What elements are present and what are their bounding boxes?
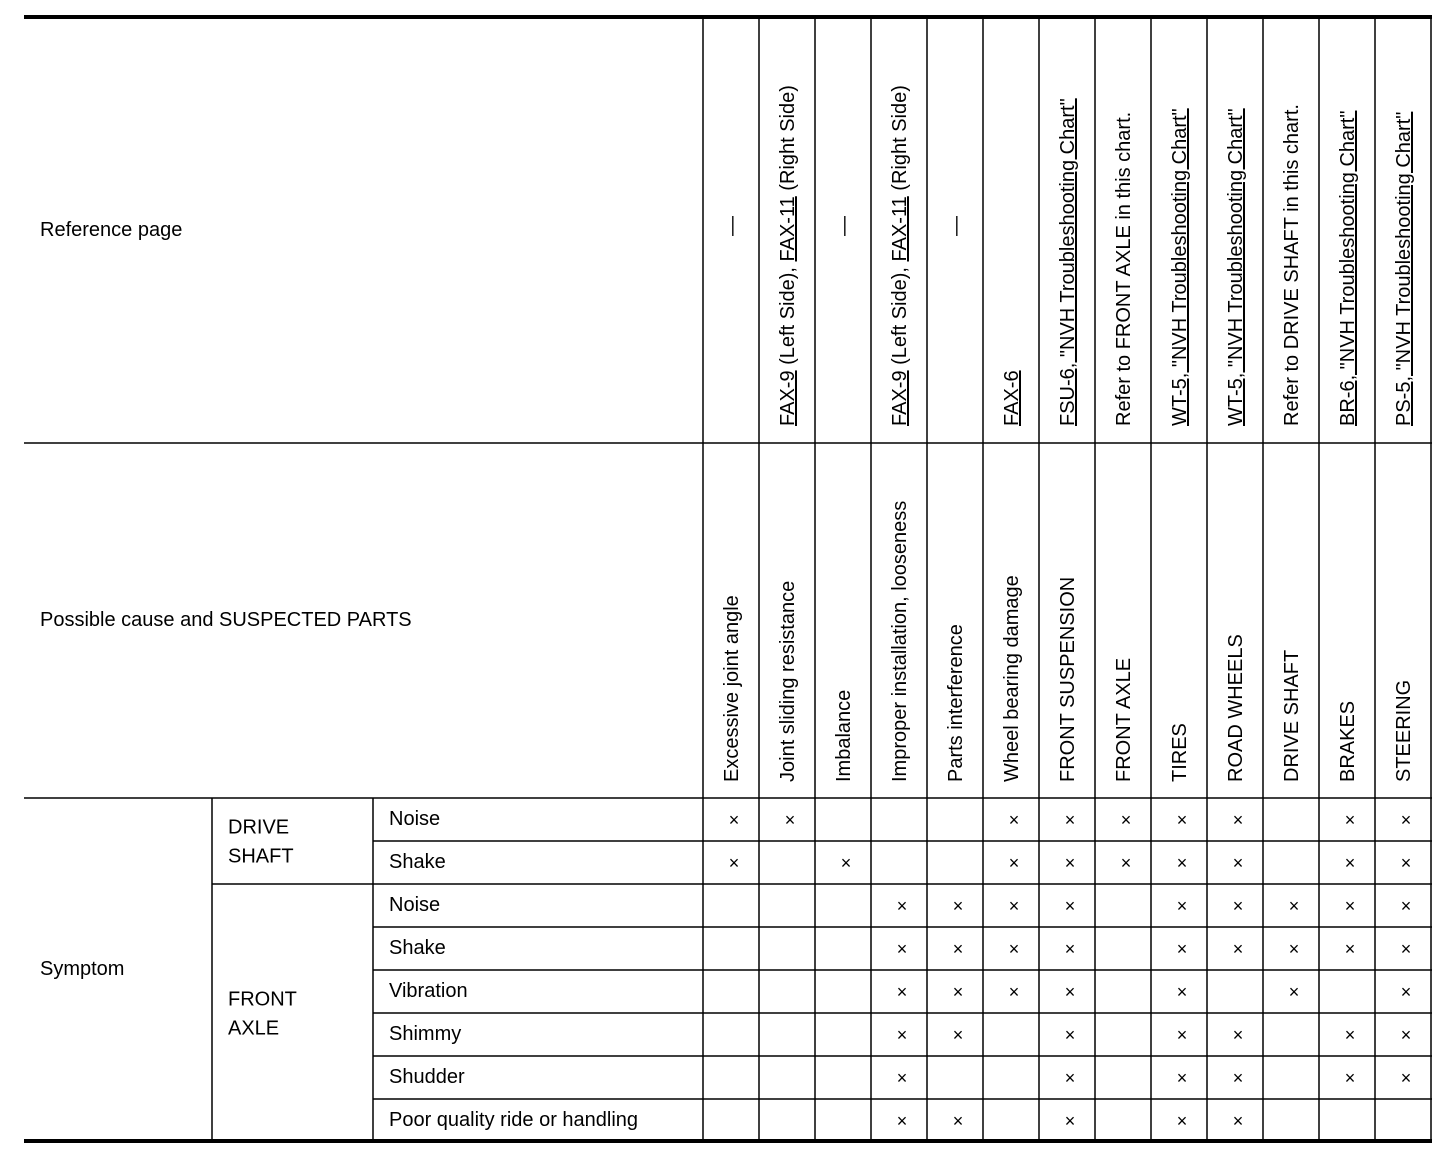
- suspect-mark: ×: [952, 1025, 964, 1045]
- reference-text: —: [721, 216, 743, 236]
- reference-cell-4: [945, 216, 967, 236]
- suspect-mark: ×: [1344, 1025, 1356, 1045]
- cause-header-12: STEERING: [1393, 679, 1415, 782]
- reference-link[interactable]: PS-5, "NVH Troubleshooting Chart": [1393, 111, 1415, 426]
- suspect-mark: ×: [1288, 982, 1300, 1002]
- cause-header-9: ROAD WHEELS: [1225, 634, 1247, 782]
- symptom-group-name: FRONT: [228, 988, 297, 1011]
- reference-cell-5: [1001, 370, 1023, 426]
- suspect-mark: ×: [1176, 1111, 1188, 1131]
- cause-header-1: Joint sliding resistance: [777, 580, 799, 782]
- reference-link[interactable]: FAX-11: [889, 196, 911, 262]
- symptom-name: Shudder: [389, 1066, 465, 1088]
- cause-header-4: Parts interference: [945, 624, 967, 782]
- suspect-mark: ×: [952, 939, 964, 959]
- suspect-mark: ×: [1064, 853, 1076, 873]
- suspect-mark: ×: [1400, 853, 1412, 873]
- reference-text: (Left Side),: [889, 261, 911, 371]
- suspect-mark: ×: [1344, 853, 1356, 873]
- suspect-mark: ×: [840, 853, 852, 873]
- suspect-mark: ×: [1176, 939, 1188, 959]
- reference-link[interactable]: FAX-9: [777, 370, 799, 426]
- suspect-mark: ×: [1232, 896, 1244, 916]
- suspect-mark: ×: [896, 1025, 908, 1045]
- suspect-mark: ×: [1288, 896, 1300, 916]
- suspect-mark: ×: [1064, 982, 1076, 1002]
- suspect-mark: ×: [1064, 939, 1076, 959]
- suspect-mark: ×: [1344, 1068, 1356, 1088]
- symptom-group-name: DRIVE: [228, 816, 290, 839]
- reference-link[interactable]: WT-5, "NVH Troubleshooting Chart": [1169, 108, 1191, 426]
- symptom-name: Poor quality ride or handling: [389, 1109, 639, 1131]
- reference-text: —: [833, 216, 855, 236]
- symptom-name: Shake: [389, 851, 446, 873]
- possible-cause-label: Possible cause and SUSPECTED PARTS: [40, 609, 412, 631]
- reference-cell-6: [1057, 98, 1079, 426]
- suspect-mark: ×: [1176, 1025, 1188, 1045]
- suspect-mark: ×: [1232, 1068, 1244, 1088]
- symptom-name: Shake: [389, 937, 446, 959]
- symptom-group-name: SHAFT: [228, 845, 294, 868]
- suspect-mark: ×: [952, 1111, 964, 1131]
- suspect-mark: ×: [1176, 1068, 1188, 1088]
- symptom-group-name: AXLE: [228, 1017, 280, 1040]
- suspect-mark: ×: [1176, 982, 1188, 1002]
- reference-link[interactable]: BR-6, "NVH Troubleshooting Chart": [1337, 110, 1359, 426]
- suspect-mark: ×: [1120, 810, 1132, 830]
- cause-header-2: Imbalance: [833, 689, 855, 782]
- reference-link[interactable]: FAX-9: [889, 370, 911, 426]
- suspect-mark: ×: [1176, 810, 1188, 830]
- suspect-mark: ×: [1064, 1025, 1076, 1045]
- reference-link[interactable]: WT-5, "NVH Troubleshooting Chart": [1225, 108, 1247, 426]
- suspect-mark: ×: [1064, 1111, 1076, 1131]
- reference-cell-10: [1281, 104, 1303, 426]
- reference-text: (Right Side): [777, 85, 799, 197]
- suspect-mark: ×: [1400, 1068, 1412, 1088]
- suspect-mark: ×: [1400, 1025, 1412, 1045]
- suspect-mark: ×: [952, 896, 964, 916]
- cause-header-11: BRAKES: [1337, 700, 1359, 782]
- suspect-mark: ×: [1064, 1068, 1076, 1088]
- reference-link[interactable]: FAX-11: [777, 196, 799, 262]
- suspect-mark: ×: [1008, 982, 1020, 1002]
- reference-cell-7: [1113, 112, 1135, 426]
- reference-text: Refer to DRIVE SHAFT in this chart.: [1281, 104, 1303, 426]
- suspect-mark: ×: [1232, 1025, 1244, 1045]
- suspect-mark: ×: [896, 896, 908, 916]
- suspect-mark: ×: [952, 982, 964, 1002]
- reference-link[interactable]: FSU-6, "NVH Troubleshooting Chart": [1057, 98, 1079, 426]
- reference-cell-3: [889, 85, 911, 426]
- symptom-name: Shimmy: [389, 1023, 462, 1045]
- symptom-label: Symptom: [40, 958, 125, 980]
- cause-header-6: FRONT SUSPENSION: [1057, 576, 1079, 782]
- reference-cell-1: [777, 85, 799, 426]
- reference-cell-8: [1169, 108, 1191, 426]
- suspect-mark: ×: [1232, 853, 1244, 873]
- reference-cell-9: [1225, 108, 1247, 426]
- suspect-mark: ×: [728, 810, 740, 830]
- suspect-mark: ×: [1008, 853, 1020, 873]
- reference-text: (Right Side): [889, 85, 911, 197]
- suspect-mark: ×: [728, 853, 740, 873]
- suspect-mark: ×: [896, 1068, 908, 1088]
- suspect-mark: ×: [1400, 810, 1412, 830]
- suspect-mark: ×: [1008, 896, 1020, 916]
- cause-header-0: Excessive joint angle: [721, 595, 743, 782]
- suspect-mark: ×: [1344, 896, 1356, 916]
- cause-header-5: Wheel bearing damage: [1001, 575, 1023, 782]
- symptom-name: Noise: [389, 808, 441, 830]
- suspect-mark: ×: [1008, 810, 1020, 830]
- suspect-mark: ×: [896, 1111, 908, 1131]
- suspect-mark: ×: [1400, 982, 1412, 1002]
- suspect-mark: ×: [1232, 939, 1244, 959]
- suspect-mark: ×: [1008, 939, 1020, 959]
- reference-text: (Left Side),: [777, 261, 799, 371]
- reference-cell-2: [833, 216, 855, 236]
- suspect-mark: ×: [1176, 853, 1188, 873]
- symptom-name: Noise: [389, 894, 441, 916]
- reference-text: —: [945, 216, 967, 236]
- suspect-mark: ×: [1232, 1111, 1244, 1131]
- suspect-mark: ×: [1400, 939, 1412, 959]
- suspect-mark: ×: [1064, 810, 1076, 830]
- suspect-mark: ×: [1344, 810, 1356, 830]
- reference-link[interactable]: FAX-6: [1001, 370, 1023, 426]
- cause-header-7: FRONT AXLE: [1113, 657, 1135, 782]
- reference-cell-11: [1337, 111, 1359, 426]
- reference-text: Refer to FRONT AXLE in this chart.: [1113, 111, 1135, 426]
- suspect-mark: ×: [1120, 853, 1132, 873]
- suspect-mark: ×: [896, 939, 908, 959]
- suspect-mark: ×: [1064, 896, 1076, 916]
- cause-header-8: TIRES: [1169, 723, 1191, 782]
- suspect-mark: ×: [1288, 939, 1300, 959]
- cause-header-3: Improper installation, looseness: [889, 500, 911, 782]
- suspect-mark: ×: [1232, 810, 1244, 830]
- suspect-mark: ×: [784, 810, 796, 830]
- suspect-mark: ×: [896, 982, 908, 1002]
- reference-cell-12: [1393, 112, 1415, 426]
- suspect-mark: ×: [1176, 896, 1188, 916]
- symptom-name: Vibration: [389, 980, 468, 1002]
- reference-page-label: Reference page: [40, 219, 183, 241]
- reference-cell-0: [721, 216, 743, 236]
- suspect-mark: ×: [1344, 939, 1356, 959]
- cause-header-10: DRIVE SHAFT: [1281, 649, 1303, 782]
- suspect-mark: ×: [1400, 896, 1412, 916]
